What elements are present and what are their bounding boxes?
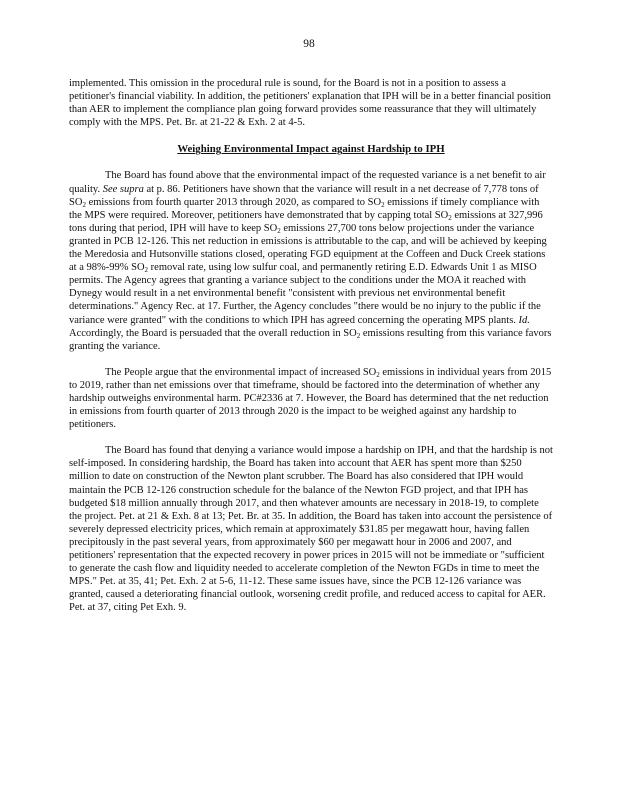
document-body	[69, 77, 553, 614]
paragraph-hardship: The Board has found that denying a variance would impose a hardship on IPH, and that the hardship is not self-imposed. In considering hardship, the Board has taken into account that AER has spent more than $250 million to date on construction of the Newton plant scrubber. The Board has also considered that IPH would maintain the PCB 12-126 construction schedule for the balance of the Newton FGD project, and that IPH has budgeted $18 million annually through 2017, and then whatever amounts are necessary in 2018-19, to complete the project. Pet. at 21 & Exh. 8 at 13; Pet. Br. at 35. In addition, the Board has taken into account the persistence of severely depressed electricity prices, which remain at approximately $31.85 per megawatt hour, having fallen precipitously in the past several years, from approximately $60 per megawatt hour in 2006 and 2007, and petitioners' representation that the expected recovery in power prices in 2015 will not be immediate or "sufficient to generate the cash flow and liquidity needed to accelerate completion of the Newton FGDs in time to meet the MPS." Pet. at 35, 41; Pet. Exh. 2 at 5-6, 11-12. These same issues have, since the PCB 12-126 variance was granted, caused a deteriorating financial outlook, worsening credit profile, and reduced access to capital for AER. Pet. at 37, citing Pet Exh. 9.	[69, 445, 553, 614]
paragraph-environmental-impact: The Board has found above that the environmental impact of the requested variance is a net benefit to air quality. See supra at p. 86. Petitioners have shown that the variance will result in a net decrease of 7,778 tons of $SO_2$ emissions from fourth quarter 2013 through 2020, as compared to $SO_2$ emissions if timely compliance with the MPS were required. Moreover, petitioners have demonstrated that by capping total $SO_2$ emissions at 327,996 tons during that period, IPH will have to keep $SO_2$ emissions 27,700 tons below projections under the variance granted in PCB 12-126. This net reduction in emissions is attributable to the cap, and will be achieved by keeping the Meredosia and Hutsonville stations closed, operating FGD equipment at the Coffeen and Duck Creek stations at a 98%-99% $SO_2$ removal rate, using low sulfur coal, and permanently retiring E.D. Edwards Unit 1 as MISO permits. The Agency agrees that granting a variance subject to the conditions under the MOA it reached with Dynegy would result in a net environmental benefit "consistent with previous net environmental benefit determinations." Agency Rec. at 17. Further, the Agency concludes "there would be no injury to the public if the variance were granted" with the conditions to which IPH has agreed concerning the operating MPS plants. Id. Accordingly, the Board is persuaded that the overall reduction in $SO_2$ emissions resulting from this variance favors granting the variance.	[69, 170, 552, 352]
section-heading: Weighing Environmental Impact against Hardship to IPH	[177, 143, 445, 156]
page-number: 98	[303, 38, 315, 50]
paragraph-people-argument: The People argue that the environmental impact of increased $SO_2$ emissions in individual years from 2015 to 2019, rather than net emissions over that timeframe, should be factored into the determination of whether any hardship outweighs environmental harm. PC#2336 at 7. However, the Board has determined that the net reduction in emissions from fourth quarter of 2013 through 2020 is the impact to be weighed against any hardship to petitioners.	[69, 366, 552, 431]
paragraph-continued: implemented. This omission in the procedural rule is sound, for the Board is not in a position to assess a petitioner's financial viability. In addition, the petitioners' explanation that IPH will be in a better financial position than AER to implement the compliance plan going forward provides some reassurance that they will ultimately comply with the MPS. Pet. Br. at 21-22 & Exh. 2 at 4-5.	[69, 78, 551, 129]
